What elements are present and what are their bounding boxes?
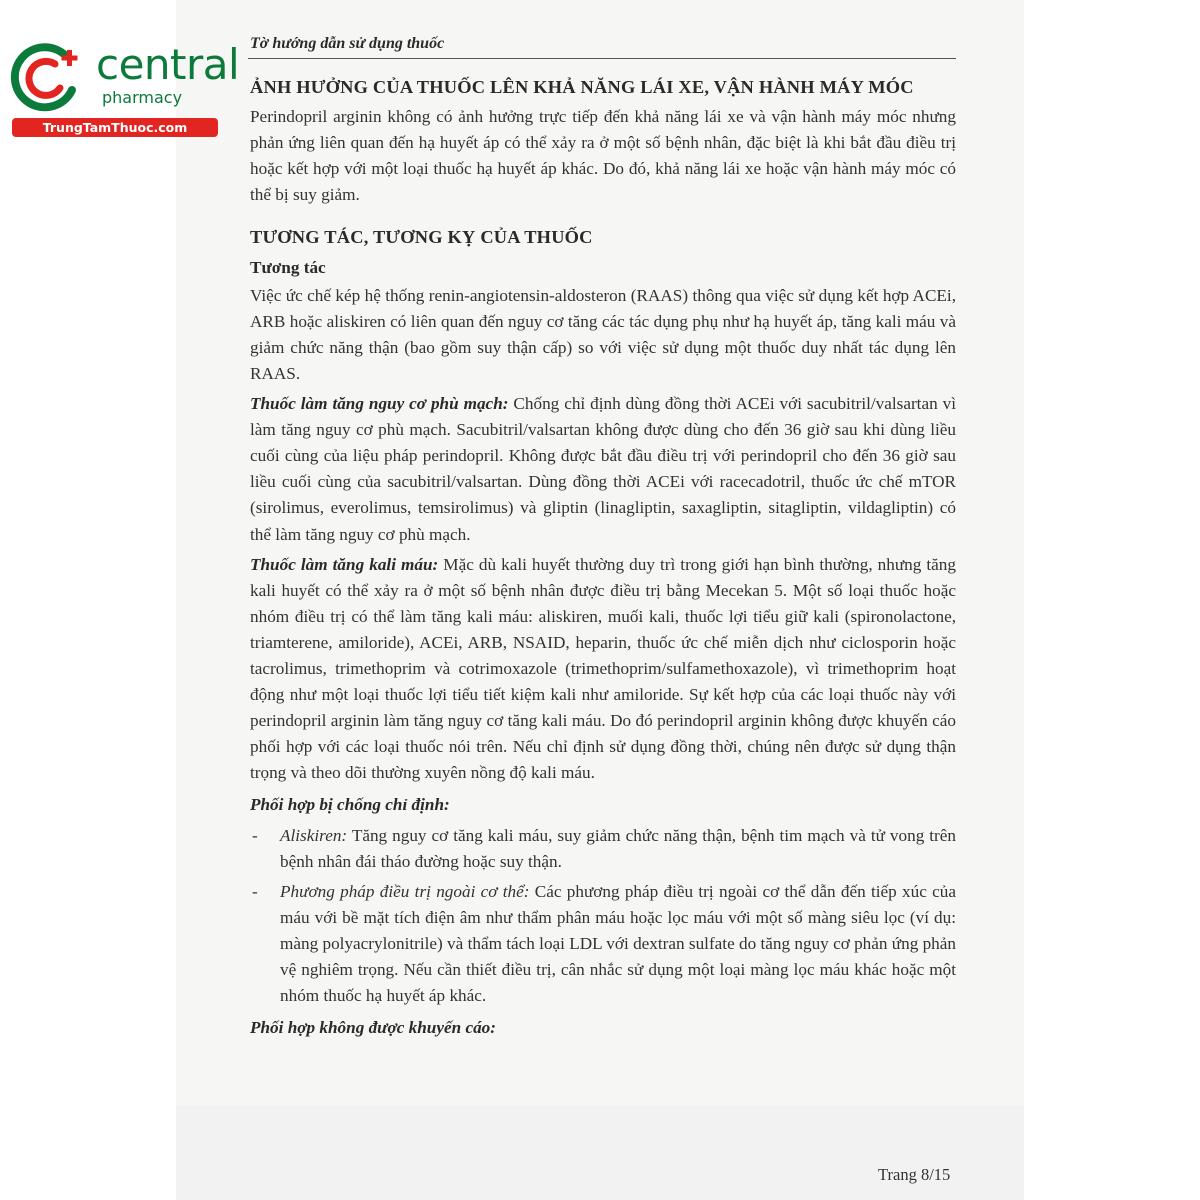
contraindicated-list	[250, 823, 956, 1010]
logo-brand-name: central	[96, 40, 240, 89]
paragraph-raas: Việc ức chế kép hệ thống renin-angiotensin-aldosteron (RAAS) thông qua việc sử dụng kết hợp ACEi, ARB hoặc aliskiren có liên quan đến nguy cơ tăng các tác dụng phụ như hạ huyết áp, tăng kali máu và giảm chức năng thận (bao gồm suy thận cấp) so với việc sử dụng một thuốc duy nhất tác dụng lên RAAS.	[250, 285, 956, 383]
logo-mark-icon	[10, 38, 90, 118]
paragraph-angioedema	[250, 391, 956, 548]
document-content	[250, 74, 956, 1045]
label-angioedema: Thuốc làm tăng nguy cơ phù mạch:	[250, 394, 509, 414]
section-heading-driving: ẢNH HƯỞNG CỦA THUỐC LÊN KHẢ NĂNG LÁI XE, VẬN HÀNH MÁY MÓC	[250, 77, 914, 97]
paragraph-hyperkalemia	[250, 552, 956, 787]
item-label: Phương pháp điều trị ngoài cơ thể:	[280, 881, 530, 901]
logo-brand-sub: pharmacy	[102, 88, 183, 107]
section-heading-interactions: TƯƠNG TÁC, TƯƠNG KỴ CỦA THUỐC	[250, 227, 593, 248]
paragraph-driving: Perindopril arginin không có ảnh hưởng trực tiếp đến khả năng lái xe và vận hành máy móc nhưng phản ứng liên quan đến hạ huyết áp có thể xảy ra ở một số bệnh nhân, đặc biệt là khi bắt đầu điều trị hoặc kết hợp với một loại thuốc hạ huyết áp khác. Do đó, khả năng lái xe hoặc vận hành máy móc có thể bị suy giảm.	[250, 107, 956, 205]
subheading-not-recommended: Phối hợp không được khuyến cáo:	[250, 1018, 496, 1038]
subheading-contraindicated: Phối hợp bị chống chỉ định:	[250, 795, 450, 815]
list-item	[250, 879, 956, 1009]
label-hyperkalemia: Thuốc làm tăng kali máu:	[250, 554, 439, 574]
document-header-title: Tờ hướng dẫn sử dụng thuốc	[250, 35, 445, 52]
subheading-interactions: Tương tác	[250, 257, 326, 277]
logo-url-badge[interactable]: TrungTamThuoc.com	[12, 118, 218, 137]
header-divider	[248, 58, 956, 59]
text-hyperkalemia: Mặc dù kali huyết thường duy trì trong giới hạn bình thường, nhưng tăng kali huyết có thể xảy ra ở một số bệnh nhân được điều trị bằng Mecekan 5. Một số loại thuốc hoặc nhóm điều trị có thể làm tăng kali máu: aliskiren, muối kali, thuốc lợi tiểu giữ kali (spironolactone, triamterene, amiloride), ACEi, ARB, NSAID, heparin, thuốc ức chế miễn dịch như ciclosporin hoặc tacrolimus, trimethoprim và cotrimoxazole (trimethoprim/sulfamethoxazole), vì trimethoprim hoạt động như một loại thuốc lợi tiểu tiết kiệm kali như amiloride. Sự kết hợp của các loại thuốc này với perindopril arginin làm tăng nguy cơ tăng kali máu. Do đó perindopril arginin không được khuyến cáo phối hợp với các loại thuốc nói trên. Nếu chỉ định sử dụng đồng thời, chúng nên được sử dụng thận trọng và theo dõi thường xuyên nồng độ kali máu.	[250, 554, 956, 783]
page-number: Trang 8/15	[878, 1165, 951, 1184]
central-pharmacy-logo[interactable]	[10, 38, 240, 138]
list-item	[250, 823, 956, 875]
item-text: Các phương pháp điều trị ngoài cơ thể dẫn đến tiếp xúc của máu với bề mặt tích điện âm như thẩm phân máu hoặc lọc máu với một số màng siêu lọc (ví dụ: màng polyacrylonitrile) và thẩm tách loại LDL với dextran sulfate do tăng nguy cơ phản ứng phản vệ nghiêm trọng. Nếu cần thiết điều trị, cân nhắc sử dụng một loại màng lọc máu khác hoặc một nhóm thuốc hạ huyết áp khác.	[280, 881, 956, 1006]
page-bottom-band	[176, 1105, 1024, 1200]
text-angioedema: Chống chỉ định dùng đồng thời ACEi với sacubitril/valsartan vì làm tăng nguy cơ phù mạch. Sacubitril/valsartan không được dùng cho đến 36 giờ sau khi dùng liều cuối cùng của liệu pháp perindopril. Không được bắt đầu điều trị với perindopril cho đến 36 giờ sau liều cuối cùng của sacubitril/valsartan. Dùng đồng thời ACEi với racecadotril, thuốc ức chế mTOR (sirolimus, everolimus, temsirolimus) và gliptin (linagliptin, saxagliptin, sitagliptin, vildagliptin) có thể làm tăng nguy cơ phù mạch.	[250, 394, 956, 544]
item-label: Aliskiren:	[280, 825, 348, 845]
item-text: Tăng nguy cơ tăng kali máu, suy giảm chức năng thận, bệnh tim mạch và tử vong trên bệnh nhân đái tháo đường hoặc suy thận.	[280, 825, 956, 871]
